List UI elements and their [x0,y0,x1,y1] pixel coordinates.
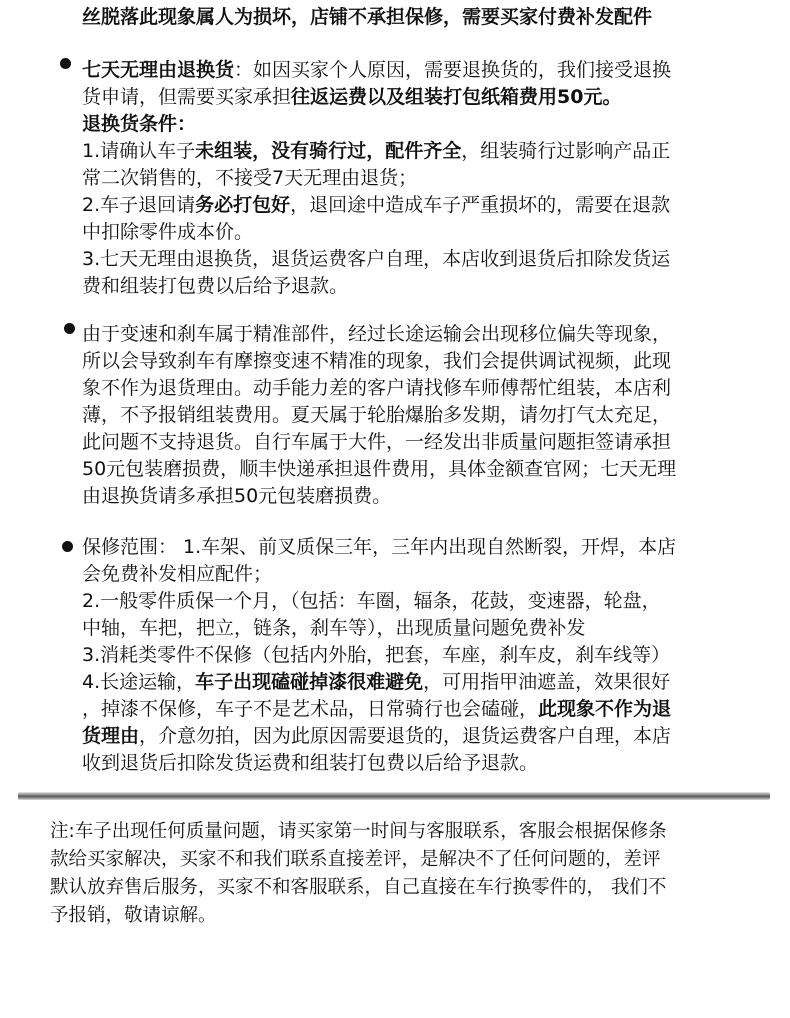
condition-2-bold: 务必打包好 [195,194,291,216]
shifting-line: 此问题不支持退货。自行车属于大件，一经发出非质量问题拒签请承担 [82,431,672,453]
warranty-line-9: 收到退货后扣除发货运费和组装打包费以后给予退款。 [82,752,539,774]
return-conditions-title: 退换货条件： [82,113,197,135]
warranty-line-7-text: ，掉漆不保修，车子不是艺术品，日常骑行也会磕碰， [82,698,539,720]
warranty-line-6-bold: 车子出现磕碰掉漆很难避免 [195,671,424,693]
warranty-line-1: 保修范围： 1.车架、前叉质保三年，三年内出现自然断裂，开焊，本店 [82,536,677,558]
shifting-line: 由退换货请多承担50元包装磨损费。 [82,485,392,507]
footer-note-line: 款给买家解决，买家不和我们联系直接差评，是解决不了任何问题的，差评 [50,849,661,870]
bullet-icon [64,323,75,334]
condition-2-prefix: 2.车子退回请 [82,194,196,216]
warranty-line-6-rest: ，可用指甲油遮盖，效果很好 [423,671,671,693]
warranty-line-4: 中轴，车把，把立，链条，刹车等），出现质量问题免费补发 [82,617,586,639]
footer-note-line: 予报销，敬请谅解。 [50,905,217,926]
condition-1-line-2: 常二次销售的，不接受7天无理由退货； [82,167,418,189]
return-heading [82,57,762,83]
shifting-line: 所以会导致刹车有摩擦变速不精准的现象，我们会提供调试视频，此现 [82,350,672,372]
shifting-line: 50元包装磨损费，顺丰快递承担退件费用，具体金额查官网；七天无理 [82,458,677,480]
shifting-line: 象不作为退货理由。动手能力差的客户请找修车师傅帮忙组装，本店利 [82,377,672,399]
condition-3: 3.七天无理由退换货，退货运费客户自理，本店收到退货后扣除发货运 [82,248,671,270]
condition-2-line-2: 中扣除零件成本价。 [82,221,254,243]
condition-2-rest: ，退回途中造成车子严重损坏的，需要在退款 [290,194,671,216]
condition-2 [82,192,762,218]
warranty-line-7-bold: 此现象不作为退 [538,698,672,720]
condition-1-bold-2: 没有骑行过 [271,140,367,162]
condition-1-sep-1: ， [252,140,272,162]
bullet-icon [62,541,73,552]
warranty-line-3: 2.一般零件质保一个月，（包括：车圈，辐条，花鼓，变速器，轮盘， [82,590,661,612]
warranty-line-6 [82,669,762,695]
return-heading-label: 七天无理由退换货 [82,59,235,81]
shifting-line: 由于变速和刹车属于精准部件，经过长途运输会出现移位偏失等现象， [82,323,672,345]
warranty-line-5: 3.消耗类零件不保修（包括内外胎，把套，车座，刹车皮，刹车线等） [82,644,671,666]
warranty-line-8-rest: ，介意勿拍，因为此原因需要退货的，退货运费客户自理，本店 [139,725,672,747]
warranty-line-6-prefix: 4.长途运输， [82,671,196,693]
condition-1 [82,138,762,164]
condition-1-rest: ，组装骑行过影响产品正 [461,140,671,162]
bullet-icon [60,58,71,69]
condition-1-bold-1: 未组装 [195,140,253,162]
footer-note-line: 注:车子出现任何质量问题，请买家第一时间与客服联系，客服会根据保修条 [50,821,667,842]
return-line-2-text: 货申请，但需要买家承担 [82,86,292,108]
return-line-2 [82,84,762,110]
return-heading-rest: ：如因买家个人原因，需要退换货的，我们接受退换 [234,59,672,81]
condition-1-bold-3: 配件齐全 [385,140,462,162]
condition-1-sep-2: ， [366,140,386,162]
warranty-line-8-bold: 货理由 [82,725,140,747]
section-divider [18,792,770,800]
footer-note-line: 默认放弃售后服务，买家不和客服联系，自己直接在车行换零件的， 我们不 [50,877,667,898]
warranty-line-2: 会免费补发相应配件； [82,563,273,585]
condition-1-prefix: 1.请确认车子 [82,140,196,162]
top-line: 丝脱落此现象属人为损坏，店铺不承担保修，需要买家付费补发配件 [82,6,653,28]
warranty-line-8 [82,723,762,749]
return-fee-text: 往返运费以及组装打包纸箱费用50元。 [291,86,622,108]
warranty-line-7 [82,696,762,722]
condition-3-line-2: 费和组装打包费以后给予退款。 [82,275,349,297]
shifting-line: 薄，不予报销组装费用。夏天属于轮胎爆胎多发期，请勿打气太充足， [82,404,672,426]
